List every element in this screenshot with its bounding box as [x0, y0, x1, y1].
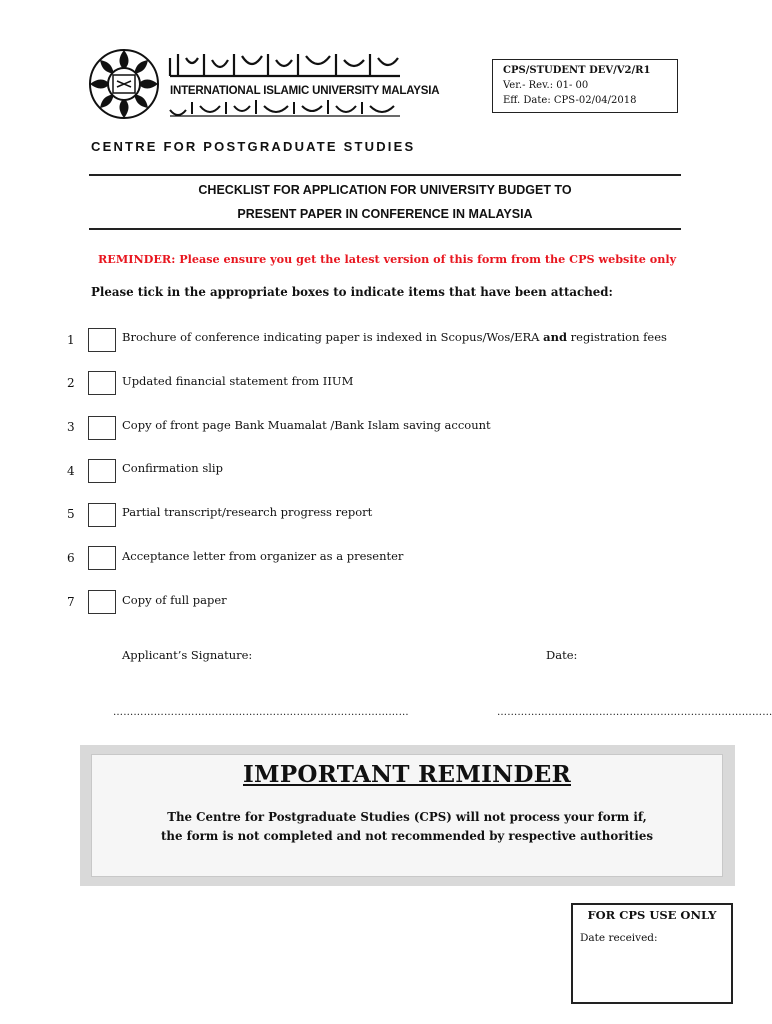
iium-logo	[88, 44, 440, 128]
item-number-5: 5	[67, 507, 75, 521]
important-reminder-inner	[92, 755, 722, 876]
important-reminder-title: IMPORTANT REMINDER	[243, 761, 571, 788]
form-version-box	[492, 59, 678, 113]
form-code: CPS/STUDENT DEV/V2/R1	[503, 65, 651, 76]
item-checkbox-4[interactable]	[88, 459, 116, 483]
item-label-1-bold: and	[543, 330, 567, 344]
item-checkbox-5[interactable]	[88, 503, 116, 527]
item-checkbox-3[interactable]	[88, 416, 116, 440]
item-checkbox-6[interactable]	[88, 546, 116, 570]
item-label-4: Confirmation slip	[122, 461, 223, 475]
centre-name: CENTRE FOR POSTGRADUATE STUDIES	[91, 139, 416, 154]
item-number-2: 2	[67, 376, 75, 390]
item-label-2: Updated financial statement from IIUM	[122, 374, 354, 388]
iium-emblem-icon	[88, 44, 440, 128]
item-number-1: 1	[67, 333, 75, 347]
instruction-text: Please tick in the appropriate boxes to indicate items that have been attached:	[91, 285, 613, 299]
item-label-1-tail: registration fees	[566, 330, 667, 344]
item-number-6: 6	[67, 551, 75, 565]
form-title-line-1: CHECKLIST FOR APPLICATION FOR UNIVERSITY BUDGET TO	[198, 183, 572, 197]
date-received-label: Date received:	[580, 932, 658, 944]
important-reminder-line-1: The Centre for Postgraduate Studies (CPS) will not process your form if,	[167, 810, 647, 824]
form-title-line-2: PRESENT PAPER IN CONFERENCE IN MALAYSIA	[237, 207, 533, 221]
cps-use-only-box	[571, 903, 733, 1004]
form-effective-date: Eff. Date: CPS-02/04/2018	[503, 95, 637, 106]
item-label-7: Copy of full paper	[122, 593, 227, 607]
item-label-1	[122, 330, 667, 344]
signature-label: Applicant’s Signature:	[122, 648, 253, 662]
item-label-1-text: Brochure of conference indicating paper is indexed in Scopus/Wos/ERA	[122, 330, 544, 344]
item-number-3: 3	[67, 420, 75, 434]
item-number-4: 4	[67, 464, 75, 478]
item-label-5: Partial transcript/research progress report	[122, 505, 373, 519]
important-reminder-panel	[80, 745, 735, 886]
item-number-7: 7	[67, 595, 75, 609]
cps-use-only-title: FOR CPS USE ONLY	[587, 908, 717, 922]
signature-line[interactable]: ……………………………………………………………………………	[113, 707, 409, 718]
date-line[interactable]: ………………………………………………………………………	[497, 707, 772, 718]
form-title-block	[89, 174, 681, 230]
important-reminder-line-2: the form is not completed and not recommended by respective authorities	[160, 829, 653, 843]
date-label: Date:	[546, 648, 578, 662]
item-checkbox-7[interactable]	[88, 590, 116, 614]
item-label-6: Acceptance letter from organizer as a presenter	[122, 549, 404, 563]
form-revision: Ver.- Rev.: 01- 00	[503, 80, 589, 91]
svg-text:INTERNATIONAL ISLAMIC UNIVERSI: INTERNATIONAL ISLAMIC UNIVERSITY MALAYSIA	[170, 85, 440, 97]
item-checkbox-2[interactable]	[88, 371, 116, 395]
version-reminder: REMINDER: Please ensure you get the latest version of this form from the CPS website only	[98, 252, 677, 266]
item-label-3: Copy of front page Bank Muamalat /Bank Islam saving account	[122, 418, 491, 432]
item-checkbox-1[interactable]	[88, 328, 116, 352]
